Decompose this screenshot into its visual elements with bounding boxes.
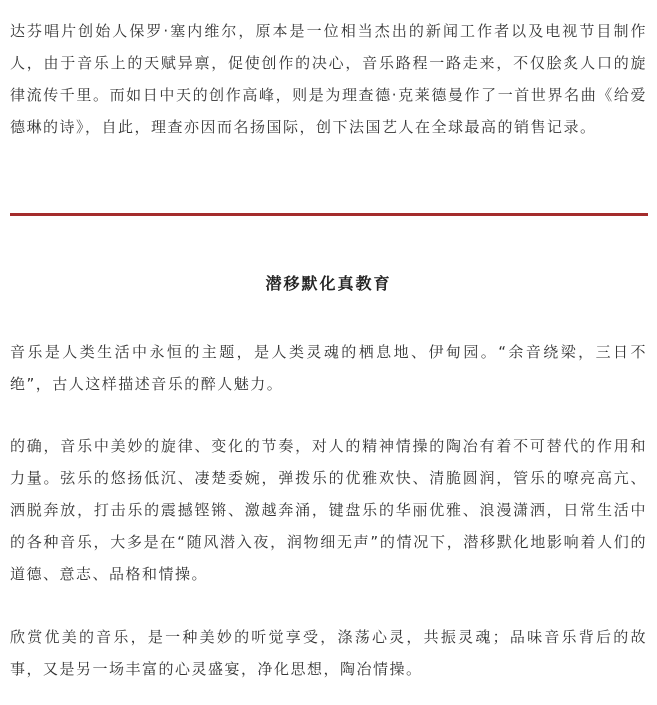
paragraph-music-appreciation: 欣赏优美的音乐，是一种美妙的听觉享受，涤荡心灵，共振灵魂；品味音乐背后的故事，又是另一场丰富的心灵盛宴，净化思想，陶冶情操。 — [10, 628, 647, 678]
section-divider — [10, 213, 648, 216]
paragraph-music-influence: 的确，音乐中美妙的旋律、变化的节奏，对人的精神情操的陶冶有着不可替代的作用和力量。弦乐的悠扬低沉、凄楚委婉，弹拨乐的优雅欢快、清脆圆润，管乐的嘹亮高亢、洒脱奔放，打击乐的震撼铿锵、激越奔涌，键盘乐的华丽优雅、浪漫潇洒，日常生活中的各种音乐，大多是在“随风潜入夜，润物细无声”的情况下，潜移默化地影响着人们的道德、意志、品格和情操。 — [10, 437, 647, 583]
section-title: 潜移默化真教育 — [265, 274, 392, 293]
intro-paragraph: 达芬唱片创始人保罗·塞内维尔，原本是一位相当杰出的新闻工作者以及电视节目制作人，由于音乐上的天赋异禀，促使创作的决心，音乐路程一路走来，不仅脍炙人口的旋律流传千里。而如日中天的创作高峰，则是为理查德·克莱德曼作了一首世界名曲《给爱德琳的诗》，自此，理查亦因而名扬国际，创下法国艺人在全球最高的销售记录。 — [10, 22, 647, 136]
paragraph-music-theme: 音乐是人类生活中永恒的主题，是人类灵魂的栖息地、伊甸园。“余音绕梁，三日不绝”，古人这样描述音乐的醉人魅力。 — [10, 343, 647, 393]
